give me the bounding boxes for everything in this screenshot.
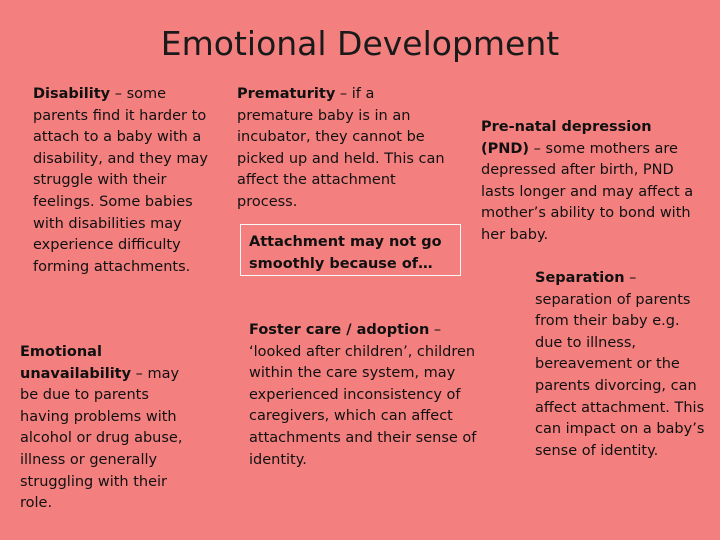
disability-text: – some parents find it harder to attach to a baby with a disability, and they may struggle with their feelings. Some babies with disabilities may experience difficulty forming attachments. <box>33 86 208 275</box>
separation-block <box>535 268 705 462</box>
central-topic-box: Attachment may not go smoothly because of… <box>240 224 461 276</box>
page-title: Emotional Development <box>160 24 560 63</box>
separation-term: Separation <box>535 270 625 286</box>
prematurity-block <box>237 84 455 214</box>
prematurity-text: – if a premature baby is in an incubator, they cannot be picked up and held. This can affect the attachment process. <box>237 86 445 210</box>
emotional-term: Emotional unavailability <box>20 344 132 382</box>
disability-term: Disability <box>33 86 111 102</box>
pnd-block <box>481 117 701 247</box>
foster-text: – ‘looked after children’, children within the care system, may experienced inconsistency of caregivers, which can affect attachments and their sense of identity. <box>249 322 477 468</box>
emotional-text: – may be due to parents having problems with alcohol or drug abuse, illness or generally struggling with their role. <box>20 365 183 512</box>
emotional-unavailability-block <box>20 342 198 515</box>
pnd-term: Pre-natal depression (PND) <box>481 119 652 157</box>
foster-care-block <box>249 320 489 471</box>
prematurity-term: Prematurity <box>237 86 336 102</box>
disability-block <box>33 84 211 278</box>
foster-term: Foster care / adoption <box>249 322 430 338</box>
pnd-text: – some mothers are depressed after birth, PND lasts longer and may affect a mother’s ability to bond with her baby. <box>481 140 694 243</box>
separation-text: – separation of parents from their baby e.g. due to illness, bereavement or the parents divorcing, can affect attachment. This can impact on a baby’s sense of identity. <box>535 270 705 459</box>
